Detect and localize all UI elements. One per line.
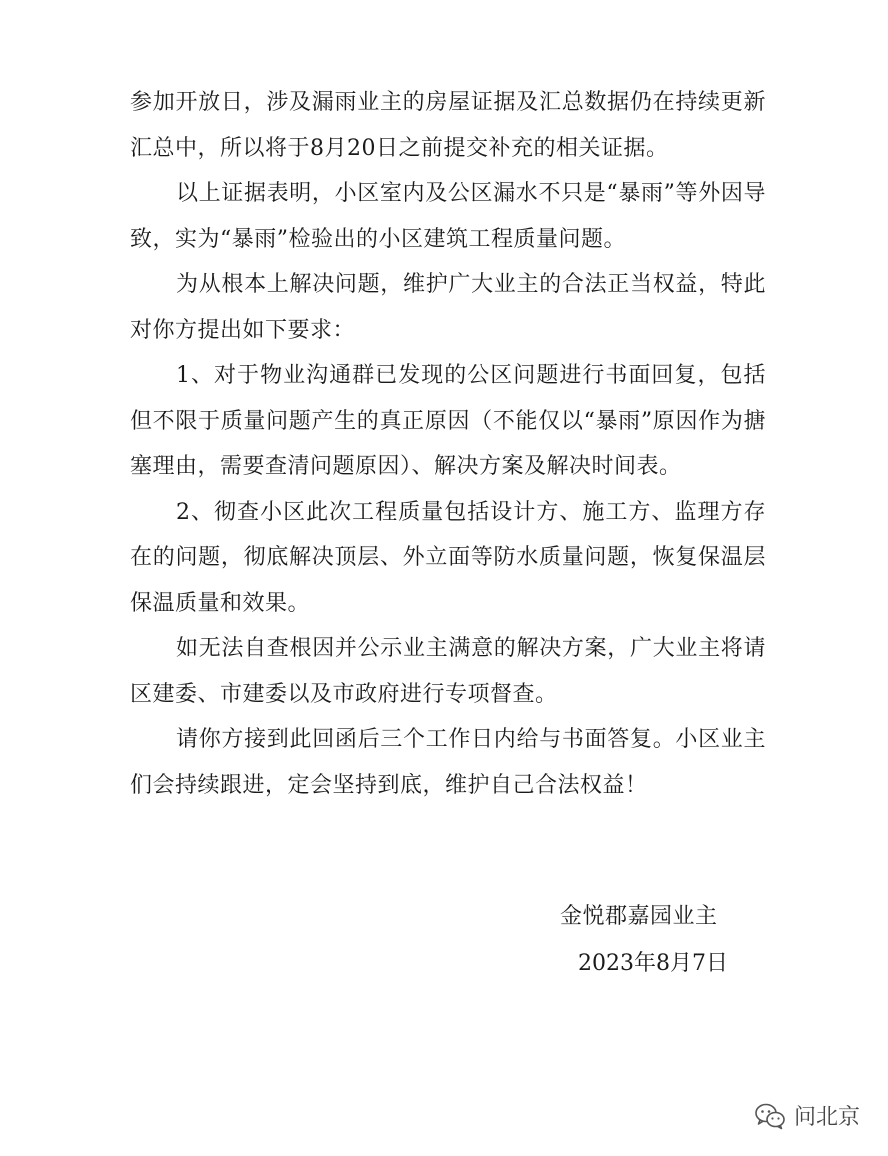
paragraph-6: 如无法自查根因并公示业主满意的解决方案，广大业主将请区建委、市建委以及市政府进行专项督查。 [130, 636, 766, 707]
wechat-icon [754, 1102, 786, 1130]
paragraph-2: 以上证据表明，小区室内及公区漏水不只是“暴雨”等外因导致，实为“暴雨”检验出的小区建筑工程质量问题。 [130, 181, 766, 252]
signature-name: 金悦郡嘉园业主 [560, 904, 718, 929]
paragraph-4: 1、对于物业沟通群已发现的公区问题进行书面回复，包括但不限于质量问题产生的真正原因（不能仅以“暴雨”原因作为搪塞理由，需要查清问题原因）、解决方案及解决时间表。 [130, 363, 766, 479]
letter-body [130, 80, 766, 808]
signature-date: 2023年8月7日 [578, 951, 728, 976]
paragraph-7: 请你方接到此回函后三个工作日内给与书面答复。小区业主们会持续跟进，定会坚持到底，维护自己合法权益！ [130, 727, 766, 798]
paragraph-3: 为从根本上解决问题，维护广大业主的合法正当权益，特此对你方提出如下要求： [130, 272, 766, 343]
watermark [754, 1100, 860, 1131]
paragraph-5: 2、彻查小区此次工程质量包括设计方、施工方、监理方存在的问题，彻底解决顶层、外立面等防水质量问题，恢复保温层保温质量和效果。 [130, 499, 766, 616]
paragraph-1: 参加开放日，涉及漏雨业主的房屋证据及汇总数据仍在持续更新汇总中，所以将于8月20日之前提交补充的相关证据。 [130, 90, 766, 161]
watermark-label: 问北京 [794, 1105, 861, 1130]
